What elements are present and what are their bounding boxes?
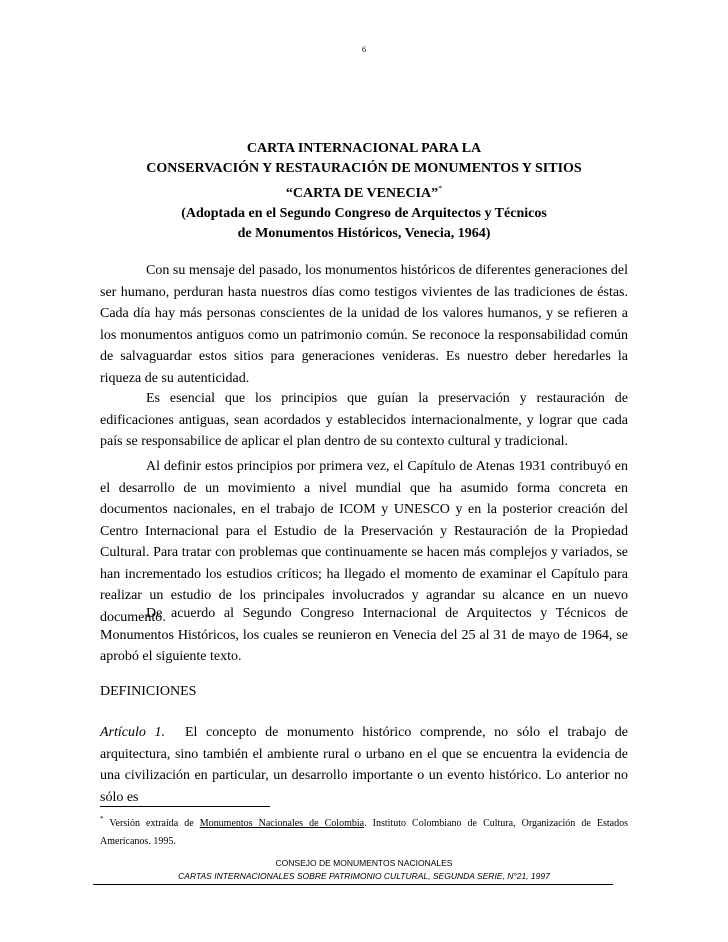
footnote-reference-mark: * xyxy=(438,184,443,193)
footer-rule xyxy=(93,884,613,885)
article-1-block xyxy=(100,722,628,808)
footnote-prefix: Versión extraída de xyxy=(103,818,200,829)
footnote-suffix: . Instituto Colombiano de Cultura, Organización de Estados Americanos. 1995. xyxy=(100,818,628,847)
paragraph-4-block xyxy=(100,603,628,668)
footnote-mark: * xyxy=(100,815,104,823)
article-1-text: El concepto de monumento histórico comprende, no sólo el trabajo de arquitectura, sino también el ambiente rural o urbano en el que se encuentra la evidencia de una civilización en particular, un desarrollo importante o un evento histórico. Lo anterior no sólo es xyxy=(100,725,629,805)
document-title xyxy=(100,139,628,244)
footnote-separator xyxy=(100,806,270,807)
section-heading-block xyxy=(100,681,628,703)
title-line-4: (Adoptada en el Segundo Congreso de Arquitectos y Técnicos xyxy=(181,206,547,221)
paragraph-2-block xyxy=(100,388,628,453)
footnote xyxy=(100,810,628,851)
title-charter-name: “CARTA DE VENECIA” xyxy=(285,186,439,201)
paragraph-1: Con su mensaje del pasado, los monumentos históricos de diferentes generaciones del ser humano, perduran hasta nuestros días como testigos vivientes de las tradiciones de éstas. Cada día hay más personas conscientes de la unidad de los valores humanos, y se refieren a los monumentos antiguos como un patrimonio común. Se reconoce la responsabilidad común de salvaguardar estos sitios para generaciones venideras. Es nuestro deber heredarles la riqueza de su autenticidad. xyxy=(100,263,628,386)
footer-line-2: CARTAS INTERNACIONALES SOBRE PATRIMONIO CULTURAL, SEGUNDA SERIE, N°21, 1997 xyxy=(178,871,550,881)
paragraph-2: Es esencial que los principios que guían la preservación y restauración de edificaciones antiguas, sean acordados y establecidos internacionalmente, y lograr que cada país se responsabilice de aplicar el plan dentro de su contexto cultural y tradicional. xyxy=(100,391,628,449)
footnote-book-title: Monumentos Nacionales de Colombia xyxy=(199,818,365,829)
title-line-3 xyxy=(100,179,628,204)
paragraph-4: De acuerdo al Segundo Congreso Internacional de Arquitectos y Técnicos de Monumentos Históricos, los cuales se reunieron en Venecia del 25 al 31 de mayo de 1964, se aprobó el siguiente texto. xyxy=(100,606,628,664)
title-line-2: CONSERVACIÓN Y RESTAURACIÓN DE MONUMENTOS Y SITIOS xyxy=(146,161,582,176)
title-line-1: CARTA INTERNACIONAL PARA LA xyxy=(246,141,482,156)
page-footer xyxy=(100,857,628,883)
page-number: 6 xyxy=(362,45,366,54)
section-heading: DEFINICIONES xyxy=(100,684,197,699)
article-1 xyxy=(100,722,628,808)
footer-line-1: CONSEJO DE MONUMENTOS NACIONALES xyxy=(275,858,453,868)
paragraph-1-block xyxy=(100,260,628,389)
paragraph-3: Al definir estos principios por primera vez, el Capítulo de Atenas 1931 contribuyó en el desarrollo de un movimiento a nivel mundial que ha asumido forma concreta en documentos nacionales, en el trabajo de ICOM y UNESCO y en la posterior creación del Centro Internacional para el Estudio de la Preservación y Restauración de la Propiedad Cultural. Para tratar con problemas que continuamente se hacen más complejos y variados, se han incrementado los estudios críticos; ha llegado el momento de examinar el Capítulo para realizar un estudio de los principales involucrados y agrandar su alcance en un nuevo documento. xyxy=(100,459,628,625)
title-line-5: de Monumentos Históricos, Venecia, 1964) xyxy=(237,226,491,241)
article-1-label: Artículo 1. xyxy=(100,725,165,740)
